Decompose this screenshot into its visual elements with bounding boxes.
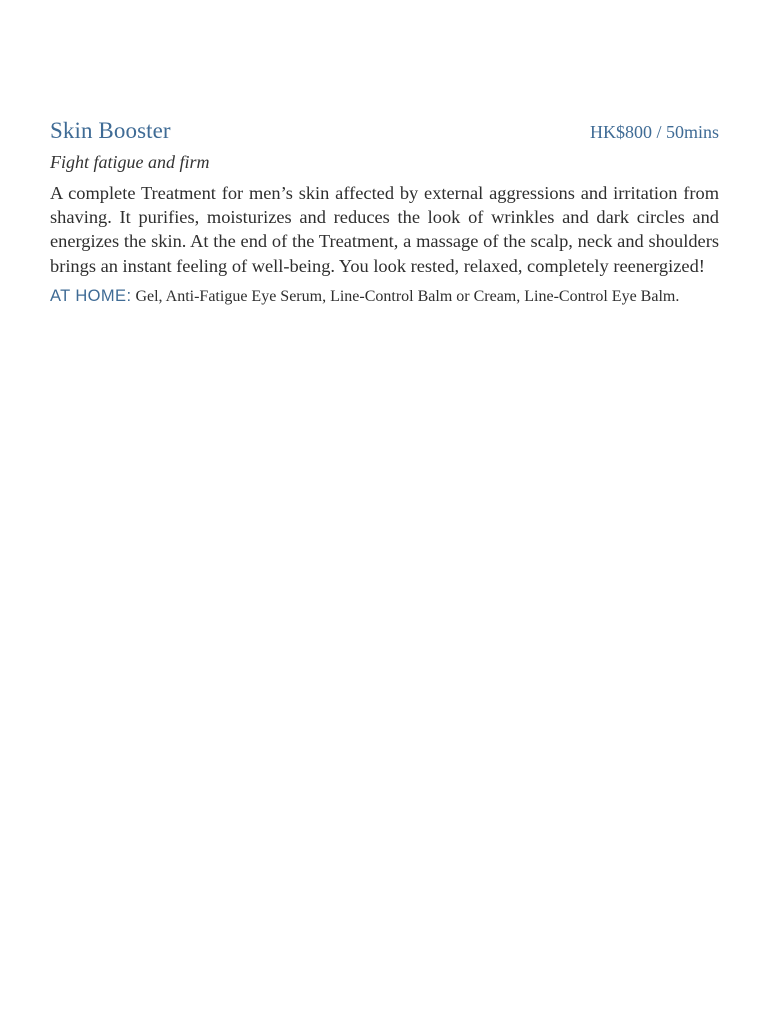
at-home-text: Gel, Anti-Fatigue Eye Serum, Line-Control Balm or Cream, Line-Control Eye Balm. bbox=[131, 287, 680, 305]
at-home-products bbox=[50, 286, 719, 307]
at-home-label: AT HOME: bbox=[50, 286, 132, 305]
treatment-description: A complete Treatment for men’s skin affected by external aggressions and irritation from shaving. It purifies, moisturizes and reduces the look of wrinkles and dark circles and energizes the skin. At the end of the Treatment, a massage of the scalp, neck and shoulders brings an instant feeling of well-being. You look rested, relaxed, completely reenergized! bbox=[50, 183, 719, 276]
treatment-subtitle: Fight fatigue and firm bbox=[50, 152, 210, 172]
treatment-price: HK$800 / 50mins bbox=[589, 122, 719, 142]
treatment-title: Skin Booster bbox=[50, 118, 171, 143]
treatment-header bbox=[50, 112, 719, 146]
treatment-card bbox=[50, 112, 719, 307]
